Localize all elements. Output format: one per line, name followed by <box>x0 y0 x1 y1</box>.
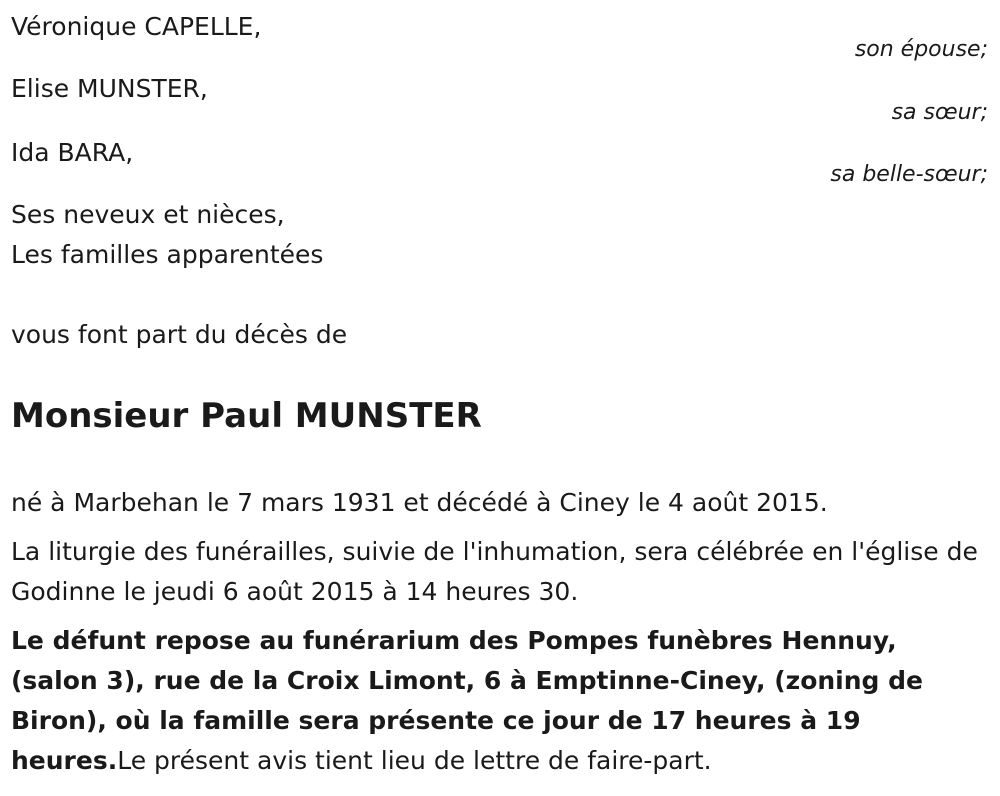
family-relation-2: sa sœur; <box>891 100 988 125</box>
viewing-paragraph <box>11 621 986 781</box>
family-relation-3: sa belle-sœur; <box>830 162 988 187</box>
family-relation-1: son épouse; <box>854 37 988 62</box>
announcement-text: vous font part du décès de <box>11 320 348 349</box>
funeral-text: La liturgie des funérailles, suivie de l'inhumation, sera célébrée en l'église de Godinne le jeudi 6 août 2015 à 14 heures 30. <box>11 537 978 606</box>
nephews-nieces: Ses neveux et nièces, <box>11 200 285 229</box>
related-families: Les familles apparentées <box>11 240 324 269</box>
family-name-2: Elise MUNSTER, <box>11 74 208 103</box>
family-name-3: Ida BARA, <box>11 138 134 167</box>
family-name-1: Véronique CAPELLE, <box>11 12 262 41</box>
viewing-details: Le défunt repose au funérarium des Pompes funèbres Hennuy, (salon 3), rue de la Croix Limont, 6 à Emptinne-Ciney, (zoning de Biron), où la famille sera présente ce jour de 17 heures à 19 heures. <box>11 626 923 775</box>
closing-text: Le présent avis tient lieu de lettre de faire-part. <box>117 746 712 775</box>
deceased-name: Monsieur Paul MUNSTER <box>11 396 482 436</box>
birth-death-text: né à Marbehan le 7 mars 1931 et décédé à Ciney le 4 août 2015. <box>11 488 828 517</box>
